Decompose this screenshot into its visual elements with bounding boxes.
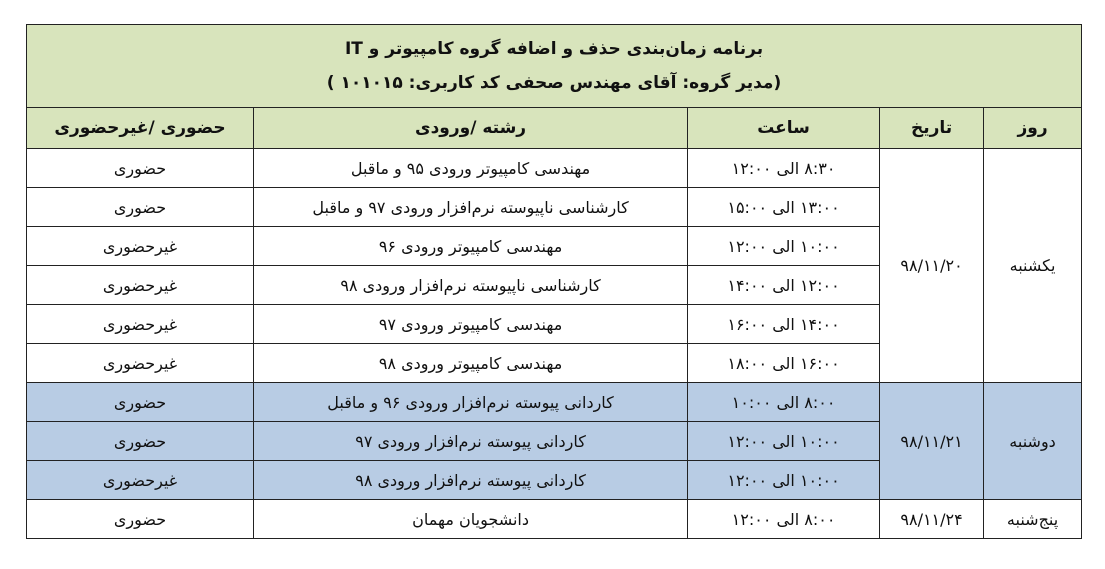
time-cell: ۱۰:۰۰ الی ۱۲:۰۰: [688, 422, 880, 461]
attendance-cell: حضوری: [27, 149, 254, 188]
header-row: [27, 108, 1082, 149]
schedule-table: [26, 24, 1082, 539]
attendance-cell: غیرحضوری: [27, 461, 254, 500]
time-cell: ۱۶:۰۰ الی ۱۸:۰۰: [688, 344, 880, 383]
attendance-cell: حضوری: [27, 383, 254, 422]
day-cell: یکشنبه: [984, 149, 1082, 383]
field-cell: کاردانی پیوسته نرم‌افزار ورودی ۹۸: [254, 461, 688, 500]
time-cell: ۸:۰۰ الی ۱۰:۰۰: [688, 383, 880, 422]
attendance-cell: غیرحضوری: [27, 344, 254, 383]
header-field: رشته /ورودی: [254, 108, 688, 149]
field-cell: مهندسی کامپیوتر ورودی ۹۷: [254, 305, 688, 344]
attendance-cell: غیرحضوری: [27, 266, 254, 305]
day-cell: پنج‌شنبه: [984, 500, 1082, 539]
field-cell: مهندسی کامپیوتر ورودی ۹۶: [254, 227, 688, 266]
header-date: تاریخ: [880, 108, 984, 149]
date-cell: ۹۸/۱۱/۲۰: [880, 149, 984, 383]
header-time: ساعت: [688, 108, 880, 149]
table-title: [27, 25, 1082, 108]
time-cell: ۸:۰۰ الی ۱۲:۰۰: [688, 500, 880, 539]
time-cell: ۱۲:۰۰ الی ۱۴:۰۰: [688, 266, 880, 305]
field-cell: کاردانی پیوسته نرم‌افزار ورودی ۹۷: [254, 422, 688, 461]
attendance-cell: غیرحضوری: [27, 227, 254, 266]
table-row: [27, 383, 1082, 422]
attendance-cell: حضوری: [27, 422, 254, 461]
attendance-cell: حضوری: [27, 188, 254, 227]
time-cell: ۱۴:۰۰ الی ۱۶:۰۰: [688, 305, 880, 344]
date-cell: ۹۸/۱۱/۲۱: [880, 383, 984, 500]
table-row: [27, 500, 1082, 539]
day-cell: دوشنبه: [984, 383, 1082, 500]
field-cell: کاردانی پیوسته نرم‌افزار ورودی ۹۶ و ماقبل: [254, 383, 688, 422]
date-cell: ۹۸/۱۱/۲۴: [880, 500, 984, 539]
field-cell: مهندسی کامپیوتر ورودی ۹۸: [254, 344, 688, 383]
attendance-cell: حضوری: [27, 500, 254, 539]
field-cell: مهندسی کامپیوتر ورودی ۹۵ و ماقبل: [254, 149, 688, 188]
table-row: [27, 149, 1082, 188]
title-line-1: برنامه زمان‌بندی حذف و اضافه گروه کامپیوتر و IT: [344, 39, 764, 59]
schedule-body: [27, 149, 1082, 539]
schedule-container: [26, 24, 1081, 539]
time-cell: ۱۰:۰۰ الی ۱۲:۰۰: [688, 461, 880, 500]
field-cell: کارشناسی ناپیوسته نرم‌افزار ورودی ۹۷ و ماقبل: [254, 188, 688, 227]
field-cell: دانشجویان مهمان: [254, 500, 688, 539]
time-cell: ۱۳:۰۰ الی ۱۵:۰۰: [688, 188, 880, 227]
time-cell: ۸:۳۰ الی ۱۲:۰۰: [688, 149, 880, 188]
attendance-cell: غیرحضوری: [27, 305, 254, 344]
time-cell: ۱۰:۰۰ الی ۱۲:۰۰: [688, 227, 880, 266]
field-cell: کارشناسی ناپیوسته نرم‌افزار ورودی ۹۸: [254, 266, 688, 305]
title-line-2: (مدیر گروه: آقای مهندس صحفی کد کاربری: ۱۰۱۰۱۵ ): [326, 73, 782, 93]
header-attendance: حضوری /غیرحضوری: [27, 108, 254, 149]
header-day: روز: [984, 108, 1082, 149]
